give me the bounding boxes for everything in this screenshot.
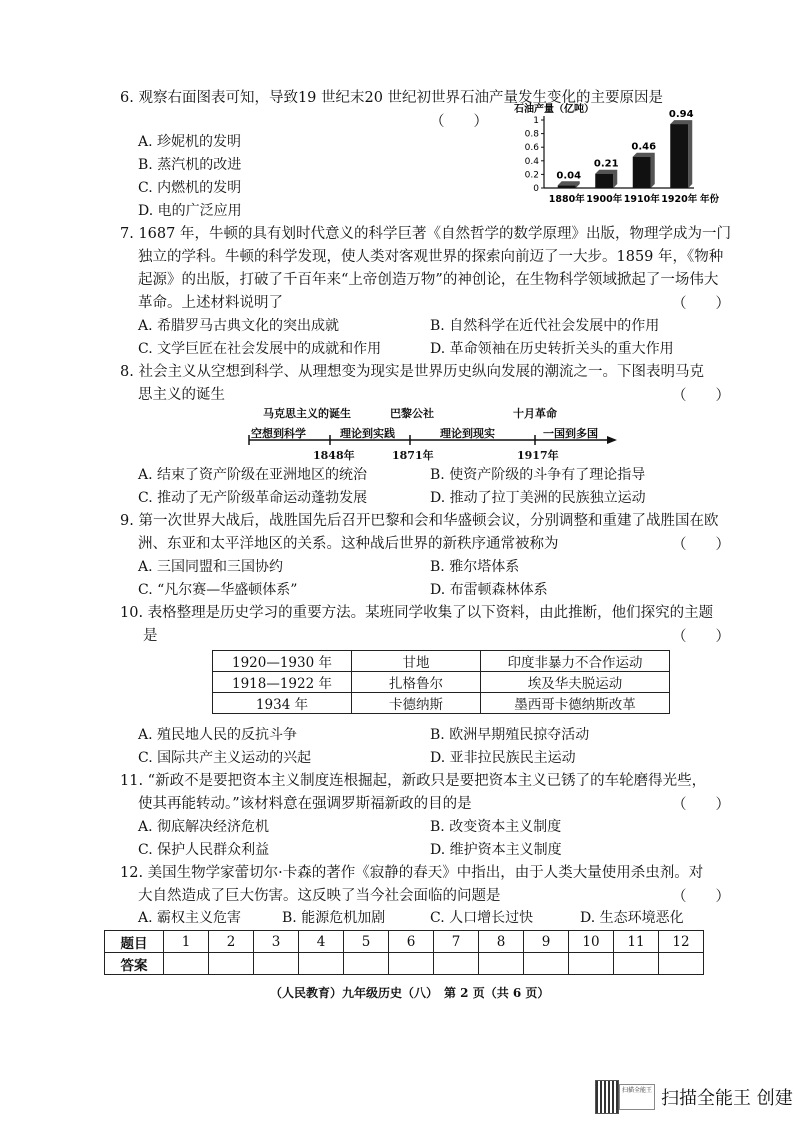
answer-cell[interactable]: [299, 953, 344, 975]
timeline-segment-3: 理论到现实: [440, 427, 495, 440]
answer-cell[interactable]: [434, 953, 479, 975]
table-cell: 甘地: [352, 651, 481, 672]
chart-bar: [595, 174, 613, 188]
table-cell: 卡德纳斯: [352, 693, 481, 714]
marxism-timeline: [245, 405, 625, 463]
chart-y-tick-label: 0: [533, 184, 539, 194]
timeline-year-1871: 1871年: [392, 449, 434, 462]
chart-data-label: 0.04: [556, 170, 582, 182]
timeline-year-1917: 1917年: [517, 449, 559, 462]
q12-option-b: B. 能源危机加剧: [282, 910, 386, 926]
timeline-label-october-revolution: 十月革命: [513, 407, 557, 420]
answer-cell[interactable]: [254, 953, 299, 975]
chart-x-tick-label: 1900年: [586, 194, 623, 205]
q10-answer-paren[interactable]: （ ）: [672, 629, 730, 645]
answer-cell[interactable]: [389, 953, 434, 975]
table-cell: 1918—1922 年: [213, 672, 352, 693]
chart-x-axis: [549, 193, 720, 205]
q12-option-c: C. 人口增长过快: [430, 910, 534, 926]
q11-option-b: B. 改变资本主义制度: [430, 819, 562, 835]
chart-bars: [556, 109, 693, 188]
q10-line-2: 是: [143, 628, 158, 644]
table-cell: 1920—1930 年: [213, 651, 352, 672]
timeline-segment-4: 一国到多国: [543, 427, 598, 440]
q6-option-b: B. 蒸汽机的改进: [138, 157, 242, 173]
qr-code-icon: [595, 1080, 619, 1114]
timeline-segment-1: 空想到科学: [251, 427, 306, 440]
table-cell: 埃及华夫脱运动: [481, 672, 670, 693]
timeline-segment-2: 理论到实践: [340, 427, 395, 440]
chart-y-tick-label: 0.8: [524, 129, 539, 140]
timeline-label-paris-commune: 巴黎公社: [390, 407, 434, 420]
answer-number: 6: [389, 931, 434, 953]
timeline-axis: [245, 435, 625, 445]
q9-answer-paren[interactable]: （ ）: [672, 537, 730, 553]
table-cell: 扎格鲁尔: [352, 672, 481, 693]
timeline-label-marxism: 马克思主义的诞生: [263, 407, 351, 420]
q7-line-4: 革命。上述材料说明了: [138, 295, 283, 311]
answer-cell[interactable]: [524, 953, 569, 975]
answer-table-row-label: 题目: [105, 931, 164, 953]
scanner-badge: 扫描全能王: [619, 1084, 655, 1110]
q7-option-c: C. 文学巨匠在社会发展中的成就和作用: [138, 341, 382, 357]
scanner-watermark: [595, 1080, 793, 1114]
q7-option-a: A. 希腊罗马古典文化的突出成就: [138, 318, 340, 334]
answer-number: 9: [524, 931, 569, 953]
q9-option-d: D. 布雷顿森林体系: [430, 582, 548, 598]
q12-answer-paren[interactable]: （ ）: [672, 889, 730, 905]
q6-option-a: A. 珍妮机的发明: [138, 134, 242, 150]
chart-data-label: 0.21: [593, 158, 619, 170]
chart-bar: [633, 157, 651, 188]
q12-line-1: 12. 美国生物学家蕾切尔·卡森的著作《寂静的春天》中指出，由于人类大量使用杀虫剂。对: [120, 865, 704, 881]
q8-line-1: 8. 社会主义从空想到科学、从理想变为现实是世界历史纵向发展的潮流之一。下图表明马克: [120, 364, 704, 380]
chart-data-label: 0.94: [668, 109, 694, 121]
chart-x-tick-label: 1910年: [623, 194, 660, 205]
q8-option-c: C. 推动了无产阶级革命运动蓬勃发展: [138, 490, 368, 506]
chart-y-tick-label: 0.4: [524, 156, 539, 167]
q6-option-c: C. 内燃机的发明: [138, 180, 242, 196]
q6-option-d: D. 电的广泛应用: [138, 203, 242, 219]
q10-option-b: B. 欧洲早期殖民掠夺活动: [430, 727, 590, 743]
answer-number: 8: [479, 931, 524, 953]
q10-material-table: [212, 650, 670, 714]
q8-option-b: B. 使资产阶级的斗争有了理论指导: [430, 467, 646, 483]
q9-line-1: 9. 第一次世界大战后，战胜国先后召开巴黎和会和华盛顿会议，分别调整和重建了战胜国在欧: [120, 513, 719, 529]
answer-number: 4: [299, 931, 344, 953]
page-footer: （人民教育）九年级历史（八） 第 2 页（共 6 页）: [270, 986, 550, 1000]
table-cell: 墨西哥卡德纳斯改革: [481, 693, 670, 714]
chart-x-tick-label: 1920年: [661, 194, 698, 205]
table-cell: 1934 年: [213, 693, 352, 714]
chart-y-tick-label: 0.6: [524, 143, 539, 154]
answer-number: 10: [569, 931, 614, 953]
q12-option-d: D. 生态环境恶化: [580, 910, 684, 926]
answer-cell[interactable]: [614, 953, 659, 975]
answer-table: [104, 930, 704, 975]
q7-line-1: 7. 1687 年，牛顿的具有划时代意义的科学巨著《自然哲学的数学原理》出版，物理学成为一门: [120, 226, 731, 242]
chart-data-label: 0.46: [631, 141, 657, 153]
q11-line-2: 使其再能转动。”该材料意在强调罗斯福新政的目的是: [138, 796, 472, 812]
answer-number: 7: [434, 931, 479, 953]
q10-line-1: 10. 表格整理是历史学习的重要方法。某班同学收集了以下资料，由此推断，他们探究的主题: [120, 605, 714, 621]
chart-xlabel: 年份: [700, 194, 720, 205]
q11-option-a: A. 彻底解决经济危机: [138, 819, 270, 835]
q9-option-c: C. “凡尔赛—华盛顿体系”: [138, 582, 298, 598]
chart-bar: [558, 185, 576, 188]
q12-line-2: 大自然造成了巨大伤害。这反映了当今社会面临的问题是: [138, 888, 501, 904]
answer-number: 2: [209, 931, 254, 953]
q7-line-3: 起源》的出版，打破了千百年来“上帝创造万物”的神创论，在生物科学领域掀起了一场伟大: [138, 272, 719, 288]
answer-cell[interactable]: [479, 953, 524, 975]
q8-option-a: A. 结束了资产阶级在亚洲地区的统治: [138, 467, 368, 483]
q6-stem: 6. 观察右面图表可知，导致19 世纪末20 世纪初世界石油产量发生变化的主要原因是: [120, 90, 664, 106]
q10-option-a: A. 殖民地人民的反抗斗争: [138, 727, 298, 743]
q11-line-1: 11. “新政不是要把资本主义制度连根掘起，新政只是要把资本主义已锈了的车轮磨得光些，: [120, 773, 707, 789]
oil-production-chart: [510, 100, 720, 210]
table-row: [213, 672, 670, 693]
q7-line-2: 独立的学科。牛顿的科学发现，使人类对客观世界的探索向前迈了一大步。1859 年，《物种: [138, 249, 724, 265]
q9-line-2: 洲、东亚和太平洋地区的关系。这种战后世界的新秩序通常被称为: [138, 536, 559, 552]
answer-cell[interactable]: [659, 953, 704, 975]
chart-y-tick-label: 0.2: [524, 170, 539, 181]
q11-option-c: C. 保护人民群众利益: [138, 842, 270, 858]
q7-option-d: D. 革命领袖在历史转折关头的重大作用: [430, 341, 674, 357]
scanner-text: 扫描全能王 创建: [661, 1088, 793, 1109]
q9-option-b: B. 雅尔塔体系: [430, 559, 520, 575]
q12-option-a: A. 霸权主义危害: [138, 910, 242, 926]
table-row: [105, 953, 704, 975]
answer-cell[interactable]: [164, 953, 209, 975]
timeline-year-1848: 1848年: [313, 449, 355, 462]
q11-option-d: D. 维护资本主义制度: [430, 842, 562, 858]
q7-option-b: B. 自然科学在近代社会发展中的作用: [430, 318, 660, 334]
q6-answer-paren[interactable]: （ ）: [430, 114, 488, 130]
answer-number: 12: [659, 931, 704, 953]
table-row: [213, 693, 670, 714]
answer-cell[interactable]: [344, 953, 389, 975]
answer-number: 11: [614, 931, 659, 953]
table-row: [213, 651, 670, 672]
q8-line-2: 思主义的诞生: [138, 387, 225, 403]
q10-option-d: D. 亚非拉民族民主运动: [430, 750, 576, 766]
answer-number: 5: [344, 931, 389, 953]
table-cell: 印度非暴力不合作运动: [481, 651, 670, 672]
table-row: [105, 931, 704, 953]
q9-option-a: A. 三国同盟和三国协约: [138, 559, 284, 575]
q7-answer-paren[interactable]: （ ）: [672, 296, 730, 312]
chart-ylabel: 石油产量（亿吨）: [514, 104, 594, 115]
answer-number: 1: [164, 931, 209, 953]
q8-option-d: D. 推动了拉丁美洲的民族独立运动: [430, 490, 646, 506]
answer-table-row-label: 答案: [105, 953, 164, 975]
chart-bar: [670, 124, 688, 188]
answer-cell[interactable]: [209, 953, 254, 975]
q10-option-c: C. 国际共产主义运动的兴起: [138, 750, 312, 766]
q8-answer-paren[interactable]: （ ）: [672, 388, 730, 404]
q11-answer-paren[interactable]: （ ）: [672, 797, 730, 813]
chart-y-tick-label: 1: [533, 116, 539, 126]
chart-x-tick-label: 1880年: [548, 194, 585, 205]
answer-number: 3: [254, 931, 299, 953]
answer-cell[interactable]: [569, 953, 614, 975]
